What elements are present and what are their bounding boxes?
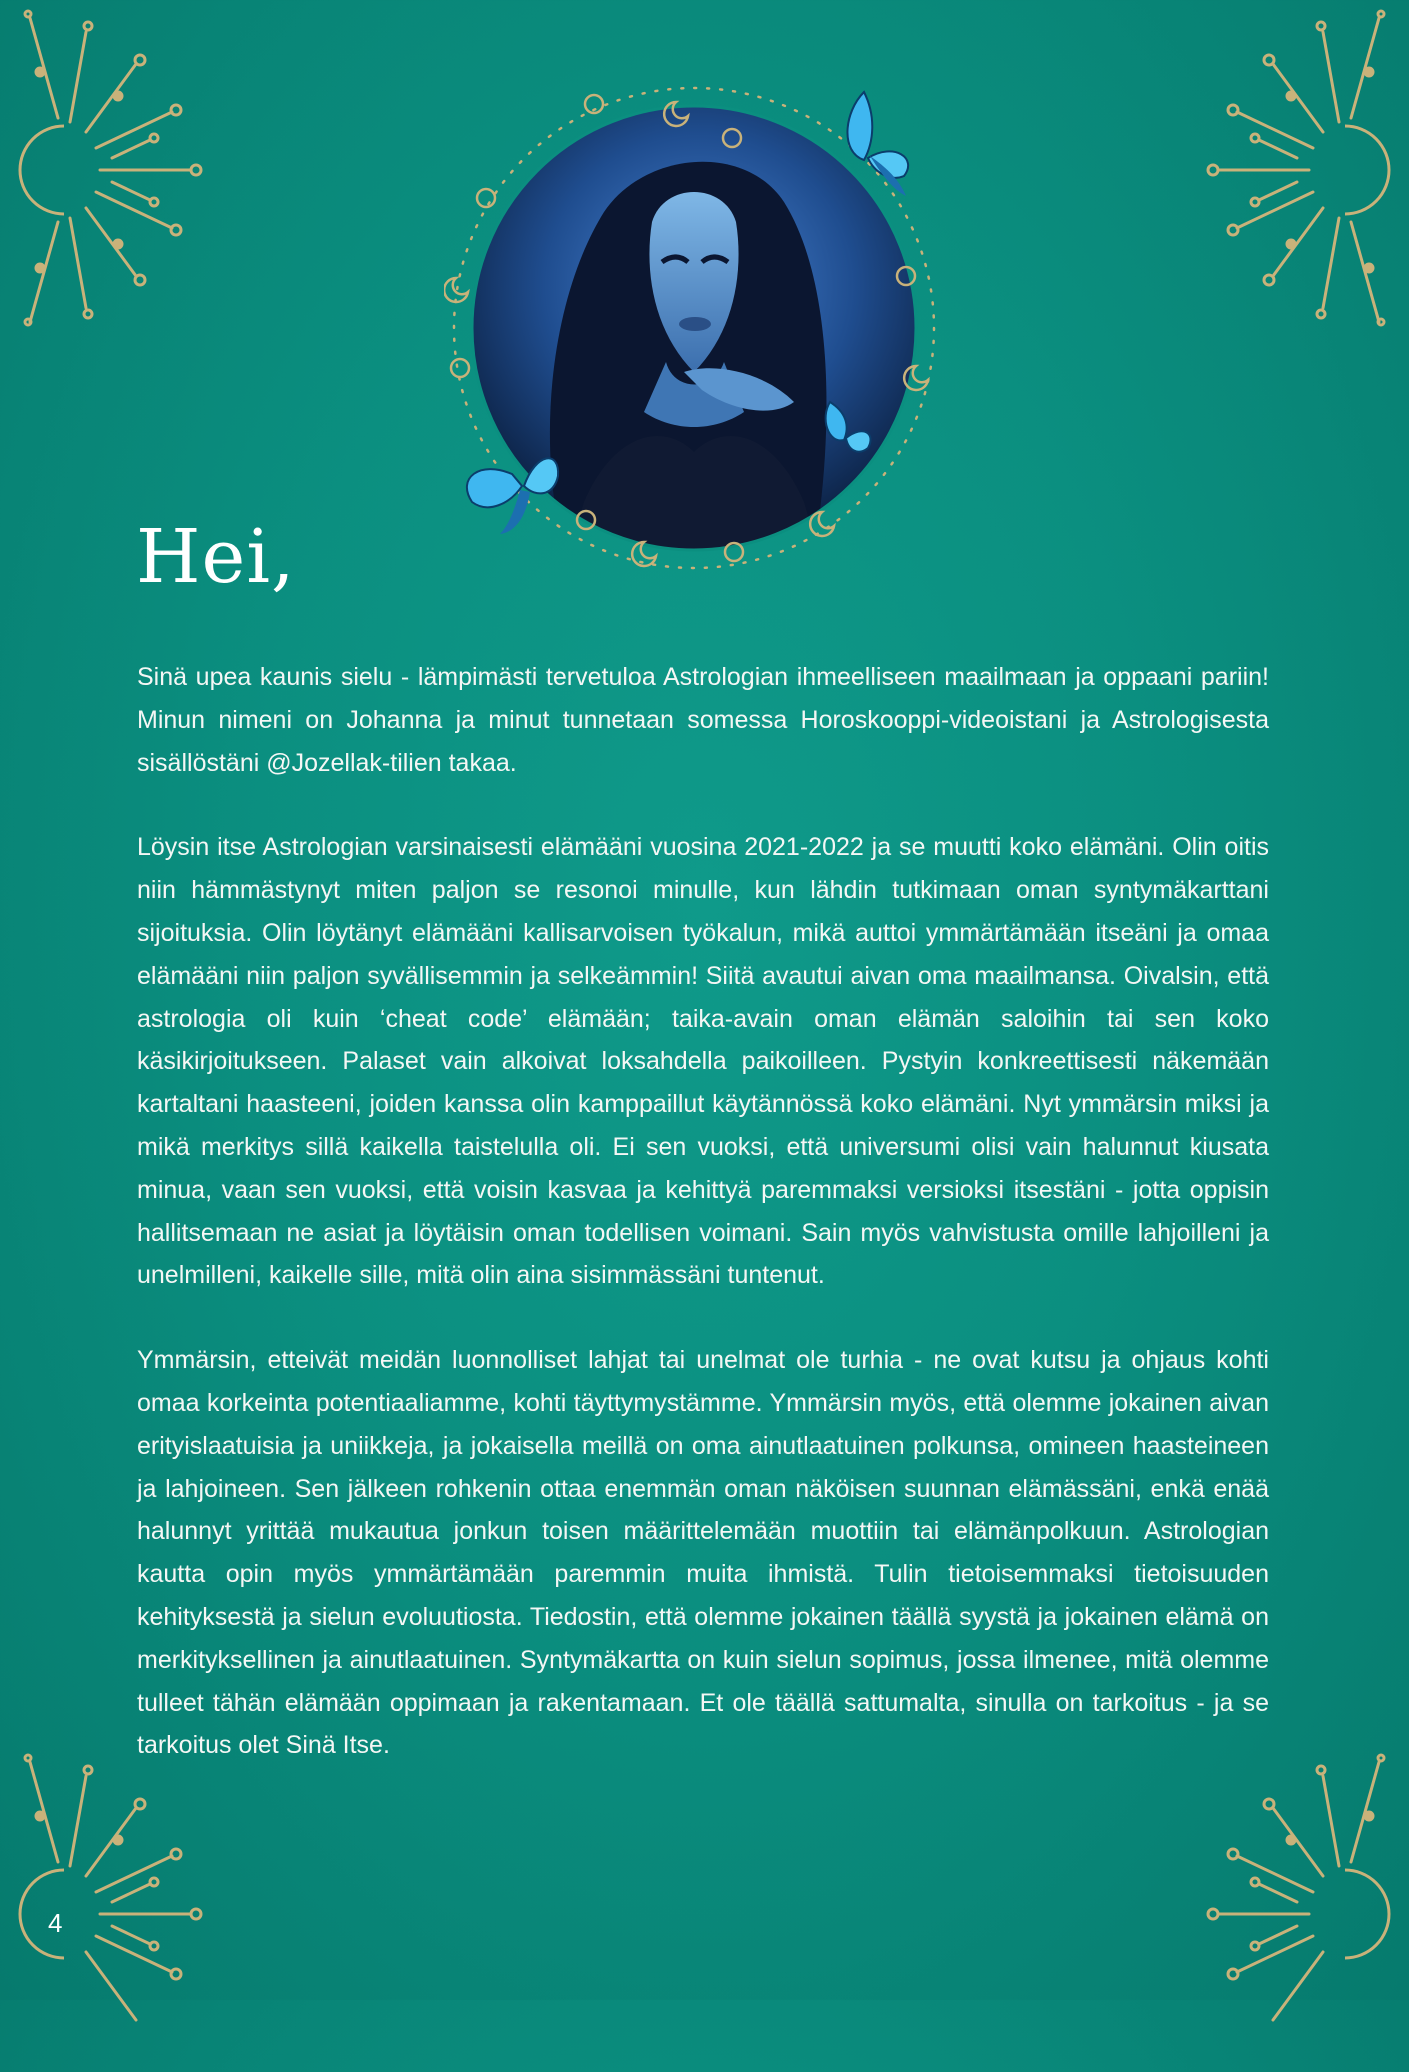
body-text <box>137 656 1269 1809</box>
sun-moon-ornament-icon <box>1199 8 1409 328</box>
butterfly-icon <box>467 458 558 534</box>
paragraph: Löysin itse Astrologian varsinaisesti elämääni vuosina 2021-2022 ja se muutti koko elämäni. Olin oitis niin hämmästynyt miten paljon se resonoi minulle, kun lähdin tutkimaan oman syntymäkarttani sijoituksia. Olin löytänyt elämääni kallisarvoisen työkalun, mikä auttoi ymmärtämään itseäni ja omaa elämääni niin paljon syvällisemmin ja selkeämmin! Siitä avautui aivan oma maailmansa. Oivalsin, että astrologia oli kuin ‘cheat code’ elämään; taika-avain oman elämän saloihin tai sen koko käsikirjoitukseen. Palaset vain alkoivat loksahdella paikoilleen. Pystyin konkreettisesti näkemään kartaltani haasteeni, joiden kanssa olin kamppaillut käytännössä koko elämäni. Nyt ymmärsin miksi ja mikä merkitys sillä kaikella taistelulla oli. Ei sen vuoksi, että universumi olisi vain halunnut kiusata minua, vaan sen vuoksi, että voisin kasvaa ja kehittyä paremmaksi versioksi itsestäni - jotta oppisin hallitsemaan ne asiat ja löytäisin oman todellisen voimani. Sain myös vahvistusta omille lahjoilleni ja unelmilleni, kaikelle sille, mitä olin aina sisimmässäni tuntenut. <box>137 833 1269 1290</box>
paragraph: Sinä upea kaunis sielu - lämpimästi tervetuloa Astrologian ihmeelliseen maailmaan ja oppaani pariin! Minun nimeni on Johanna ja minut tunnetaan somessa Horoskooppi-videoistani ja Astrologisesta sisällöstäni @Jozellak-tilien takaa. <box>137 663 1269 777</box>
author-portrait <box>444 72 964 592</box>
page-title: Hei, <box>136 514 296 600</box>
paragraph: Ymmärsin, etteivät meidän luonnolliset lahjat tai unelmat ole turhia - ne ovat kutsu ja ohjaus kohti omaa korkeinta potentiaaliamme, kohti täyttymystämme. Ymmärsin myös, että olemme jokainen aivan erityislaatuisia ja uniikkeja, ja jokaisella meillä on oma ainutlaatuinen polkunsa, omineen haasteineen ja lahjoineen. Sen jälkeen rohkenin ottaa enemmän oman näköisen suunnan elämässäni, enkä enää halunnyt yrittää mukautua jonkun toisen määrittelemään muottiin tai elämänpolkuun. Astrologian kautta opin myös ymmärtämään paremmin muita ihmistä. Tulin tietoisemmaksi tietoisuuden kehityksestä ja sielun evoluutiosta. Tiedostin, että olemme jokainen täällä syystä ja jokainen elämä on merkityksellinen ja ainutlaatuinen. Syntymäkartta on kuin sielun sopimus, jossa ilmenee, mitä olemme tulleet tähän elämään oppimaan ja rakentamaan. Et ole täällä sattumalta, sinulla on tarkoitus - ja se tarkoitus olet Sinä Itse. <box>137 1346 1269 1760</box>
sun-moon-ornament-icon <box>0 8 210 328</box>
page-number: 4 <box>48 1908 63 1938</box>
